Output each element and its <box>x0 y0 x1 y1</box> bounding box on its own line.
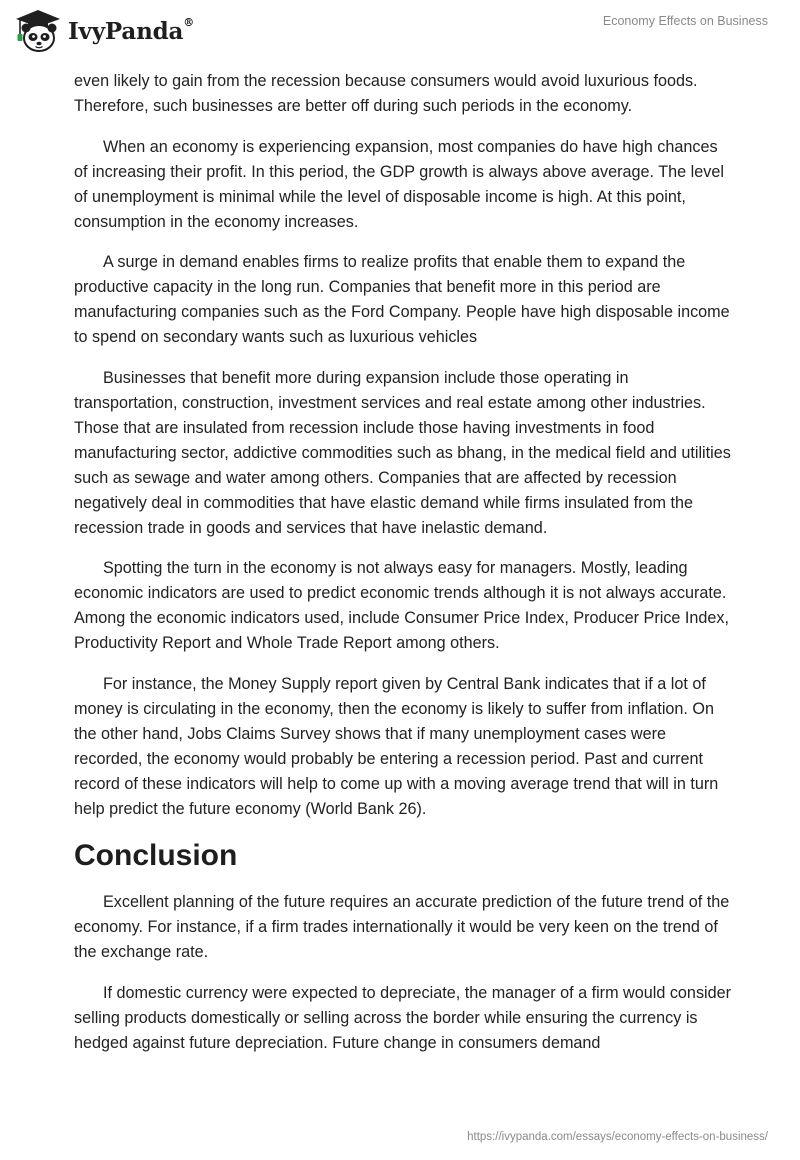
page-header <box>0 0 800 60</box>
section-heading: Conclusion <box>74 839 238 873</box>
essay-body <box>74 69 734 1072</box>
paragraph: Excellent planning of the future requires an accurate prediction of the future trend of the economy. For instance, if a firm trades internationally it would be very keen on the trend of the exchange rate. <box>74 893 730 962</box>
paragraph: Businesses that benefit more during expansion include those operating in transportation, construction, investment services and real estate among other industries. Those that are insulated from recession include those having investments in food manufacturing sector, addictive commodities such as bhang, in the medical field and utilities such as sewage and water among others. Companies that are affected by recession negatively deal in commodities that have elastic demand while firms insulated from the recession trade in goods and services that have inelastic demand. <box>74 369 731 537</box>
panda-graduate-icon <box>14 8 62 54</box>
brand-name: IvyPanda® <box>68 15 194 45</box>
paragraph: When an economy is experiencing expansion, most companies do have high chances of increasing their profit. In this period, the GDP growth is always above average. The level of unemployment is minimal while the level of disposable income is high. At this point, consumption in the economy increases. <box>74 137 724 231</box>
source-url-link[interactable]: https://ivypanda.com/essays/economy-effects-on-business/ <box>467 1131 768 1143</box>
ivypanda-logo[interactable] <box>14 8 194 54</box>
paragraph: If domestic currency were expected to depreciate, the manager of a firm would consider selling products domestically or selling across the border while ensuring the currency is hedged against future depreciation. Future change in consumers demand <box>74 984 732 1052</box>
registered-mark: ® <box>183 15 194 29</box>
paragraph: even likely to gain from the recession because consumers would avoid luxurious foods. Therefore, such businesses are better off during such periods in the economy. <box>74 72 698 115</box>
paragraph: Spotting the turn in the economy is not always easy for managers. Mostly, leading economic indicators are used to predict economic trends although it is not always accurate. Among the economic indicators used, include Consumer Price Index, Producer Price Index, Productivity Report and Whole Trade Report among others. <box>74 559 730 653</box>
document-title: Economy Effects on Business <box>602 14 768 28</box>
paragraph: A surge in demand enables firms to realize profits that enable them to expand the productive capacity in the long run. Companies that benefit more in this period are manufacturing companies such as the Ford Company. People have high disposable income to spend on secondary wants such as luxurious vehicles <box>74 253 730 347</box>
paragraph: For instance, the Money Supply report given by Central Bank indicates that if a lot of money is circulating in the economy, then the economy is likely to suffer from inflation. On the other hand, Jobs Claims Survey shows that if many unemployment cases were recorded, the economy would probably be entering a recession period. Past and current record of these indicators will help to come up with a moving average trend that will in turn help predict the future economy (World Bank 26). <box>74 675 719 818</box>
